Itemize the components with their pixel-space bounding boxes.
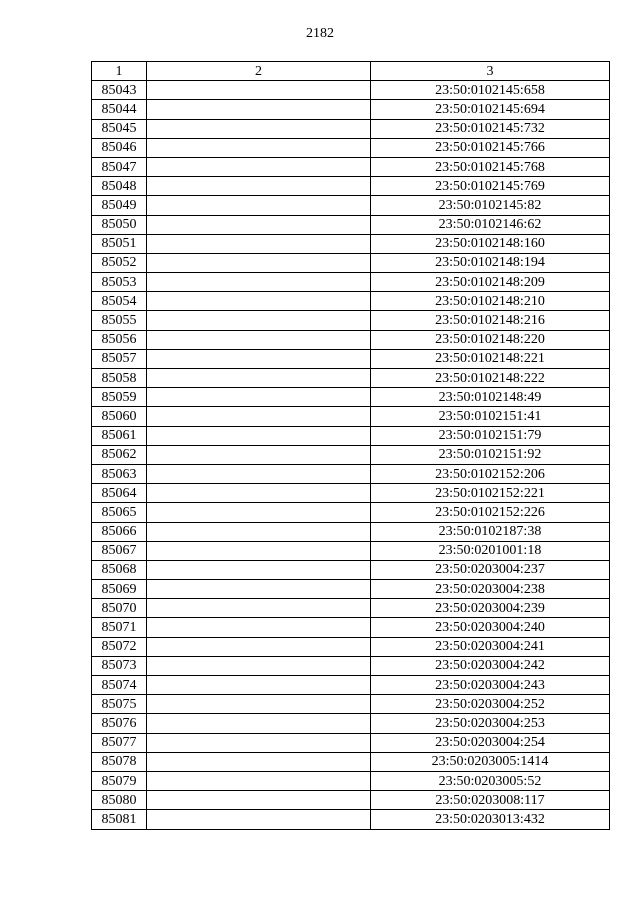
table-row xyxy=(92,656,610,675)
row-number-cell: 85060 xyxy=(92,407,147,426)
table-row xyxy=(92,311,610,330)
cadastral-number-cell: 23:50:0102151:41 xyxy=(371,407,610,426)
cadastral-number-cell: 23:50:0102151:92 xyxy=(371,445,610,464)
table-row xyxy=(92,388,610,407)
cadastral-number-cell: 23:50:0102152:226 xyxy=(371,503,610,522)
row-number-cell: 85049 xyxy=(92,196,147,215)
row-empty-cell xyxy=(147,637,371,656)
cadastral-number-cell: 23:50:0102145:768 xyxy=(371,157,610,176)
table-row xyxy=(92,196,610,215)
cadastral-number-cell: 23:50:0102148:160 xyxy=(371,234,610,253)
row-empty-cell xyxy=(147,752,371,771)
row-number-cell: 85046 xyxy=(92,138,147,157)
row-number-cell: 85067 xyxy=(92,541,147,560)
row-number-cell: 85053 xyxy=(92,273,147,292)
table-row xyxy=(92,752,610,771)
row-number-cell: 85054 xyxy=(92,292,147,311)
row-empty-cell xyxy=(147,349,371,368)
column-header-3: 3 xyxy=(371,62,610,81)
table-row xyxy=(92,292,610,311)
row-number-cell: 85061 xyxy=(92,426,147,445)
cadastral-number-cell: 23:50:0203005:1414 xyxy=(371,752,610,771)
row-number-cell: 85076 xyxy=(92,714,147,733)
cadastral-number-cell: 23:50:0203004:242 xyxy=(371,656,610,675)
row-number-cell: 85075 xyxy=(92,695,147,714)
row-number-cell: 85081 xyxy=(92,810,147,829)
table-row xyxy=(92,426,610,445)
row-empty-cell xyxy=(147,560,371,579)
cadastral-number-cell: 23:50:0203004:238 xyxy=(371,580,610,599)
table-row xyxy=(92,580,610,599)
cadastral-number-cell: 23:50:0102148:216 xyxy=(371,311,610,330)
header-row xyxy=(92,62,610,81)
row-number-cell: 85077 xyxy=(92,733,147,752)
row-number-cell: 85079 xyxy=(92,771,147,790)
row-number-cell: 85080 xyxy=(92,791,147,810)
row-number-cell: 85066 xyxy=(92,522,147,541)
row-number-cell: 85062 xyxy=(92,445,147,464)
cadastral-number-cell: 23:50:0102148:49 xyxy=(371,388,610,407)
row-number-cell: 85063 xyxy=(92,464,147,483)
row-empty-cell xyxy=(147,196,371,215)
row-empty-cell xyxy=(147,234,371,253)
table-row xyxy=(92,81,610,100)
cadastral-number-cell: 23:50:0203004:237 xyxy=(371,560,610,579)
row-empty-cell xyxy=(147,676,371,695)
table-row xyxy=(92,119,610,138)
table-row xyxy=(92,560,610,579)
cadastral-number-cell: 23:50:0102145:694 xyxy=(371,100,610,119)
table-row xyxy=(92,369,610,388)
row-empty-cell xyxy=(147,138,371,157)
row-empty-cell xyxy=(147,618,371,637)
cadastral-number-cell: 23:50:0102146:62 xyxy=(371,215,610,234)
row-empty-cell xyxy=(147,273,371,292)
row-number-cell: 85056 xyxy=(92,330,147,349)
table-row xyxy=(92,349,610,368)
cadastral-number-cell: 23:50:0102145:82 xyxy=(371,196,610,215)
cadastral-number-cell: 23:50:0102148:220 xyxy=(371,330,610,349)
table-row xyxy=(92,695,610,714)
row-number-cell: 85044 xyxy=(92,100,147,119)
cadastral-number-cell: 23:50:0203004:253 xyxy=(371,714,610,733)
table-row xyxy=(92,253,610,272)
row-empty-cell xyxy=(147,714,371,733)
cadastral-number-cell: 23:50:0203008:117 xyxy=(371,791,610,810)
cadastral-number-cell: 23:50:0203013:432 xyxy=(371,810,610,829)
row-number-cell: 85069 xyxy=(92,580,147,599)
table-row xyxy=(92,234,610,253)
table-row xyxy=(92,464,610,483)
cadastral-number-cell: 23:50:0203004:239 xyxy=(371,599,610,618)
table-row xyxy=(92,503,610,522)
row-empty-cell xyxy=(147,81,371,100)
cadastral-number-cell: 23:50:0102187:38 xyxy=(371,522,610,541)
row-empty-cell xyxy=(147,656,371,675)
table-row xyxy=(92,522,610,541)
table-row xyxy=(92,791,610,810)
row-empty-cell xyxy=(147,369,371,388)
row-number-cell: 85073 xyxy=(92,656,147,675)
cadastral-number-cell: 23:50:0102148:222 xyxy=(371,369,610,388)
cadastral-number-cell: 23:50:0102152:221 xyxy=(371,484,610,503)
table-row xyxy=(92,100,610,119)
table-row xyxy=(92,138,610,157)
row-empty-cell xyxy=(147,157,371,176)
cadastral-number-cell: 23:50:0102145:766 xyxy=(371,138,610,157)
row-number-cell: 85059 xyxy=(92,388,147,407)
cadastral-number-cell: 23:50:0102148:210 xyxy=(371,292,610,311)
row-number-cell: 85058 xyxy=(92,369,147,388)
row-empty-cell xyxy=(147,445,371,464)
table-row xyxy=(92,771,610,790)
cadastral-number-cell: 23:50:0203004:243 xyxy=(371,676,610,695)
row-empty-cell xyxy=(147,100,371,119)
table-row xyxy=(92,215,610,234)
cadastral-number-cell: 23:50:0102145:658 xyxy=(371,81,610,100)
table-row xyxy=(92,810,610,829)
cadastral-number-cell: 23:50:0102145:769 xyxy=(371,177,610,196)
row-empty-cell xyxy=(147,484,371,503)
cadastral-number-cell: 23:50:0102148:209 xyxy=(371,273,610,292)
row-empty-cell xyxy=(147,503,371,522)
row-empty-cell xyxy=(147,292,371,311)
cadastral-number-cell: 23:50:0102145:732 xyxy=(371,119,610,138)
table-row xyxy=(92,618,610,637)
row-empty-cell xyxy=(147,695,371,714)
row-empty-cell xyxy=(147,407,371,426)
row-empty-cell xyxy=(147,119,371,138)
row-empty-cell xyxy=(147,311,371,330)
registry-table xyxy=(91,61,610,830)
row-number-cell: 85070 xyxy=(92,599,147,618)
row-empty-cell xyxy=(147,215,371,234)
row-number-cell: 85072 xyxy=(92,637,147,656)
cadastral-number-cell: 23:50:0203004:241 xyxy=(371,637,610,656)
row-number-cell: 85074 xyxy=(92,676,147,695)
cadastral-number-cell: 23:50:0102151:79 xyxy=(371,426,610,445)
cadastral-number-cell: 23:50:0203005:52 xyxy=(371,771,610,790)
table-row xyxy=(92,330,610,349)
table-row xyxy=(92,177,610,196)
row-empty-cell xyxy=(147,426,371,445)
row-empty-cell xyxy=(147,733,371,752)
row-number-cell: 85048 xyxy=(92,177,147,196)
cadastral-number-cell: 23:50:0102148:221 xyxy=(371,349,610,368)
row-number-cell: 85051 xyxy=(92,234,147,253)
row-number-cell: 85065 xyxy=(92,503,147,522)
table-row xyxy=(92,733,610,752)
row-number-cell: 85043 xyxy=(92,81,147,100)
page-number: 2182 xyxy=(306,26,334,41)
row-empty-cell xyxy=(147,388,371,407)
table-header xyxy=(92,62,610,81)
table-row xyxy=(92,407,610,426)
table-row xyxy=(92,484,610,503)
table-row xyxy=(92,714,610,733)
cadastral-number-cell: 23:50:0203004:240 xyxy=(371,618,610,637)
row-number-cell: 85071 xyxy=(92,618,147,637)
row-number-cell: 85050 xyxy=(92,215,147,234)
row-empty-cell xyxy=(147,771,371,790)
table-row xyxy=(92,599,610,618)
row-number-cell: 85045 xyxy=(92,119,147,138)
row-empty-cell xyxy=(147,810,371,829)
table-body xyxy=(92,81,610,829)
row-empty-cell xyxy=(147,541,371,560)
row-empty-cell xyxy=(147,580,371,599)
cadastral-number-cell: 23:50:0201001:18 xyxy=(371,541,610,560)
row-number-cell: 85064 xyxy=(92,484,147,503)
table-row xyxy=(92,157,610,176)
row-empty-cell xyxy=(147,464,371,483)
cadastral-number-cell: 23:50:0102152:206 xyxy=(371,464,610,483)
row-empty-cell xyxy=(147,177,371,196)
row-number-cell: 85052 xyxy=(92,253,147,272)
row-number-cell: 85055 xyxy=(92,311,147,330)
table-row xyxy=(92,676,610,695)
row-number-cell: 85068 xyxy=(92,560,147,579)
table-row xyxy=(92,273,610,292)
row-empty-cell xyxy=(147,599,371,618)
row-empty-cell xyxy=(147,253,371,272)
column-header-1: 1 xyxy=(92,62,147,81)
row-empty-cell xyxy=(147,330,371,349)
cadastral-number-cell: 23:50:0102148:194 xyxy=(371,253,610,272)
column-header-2: 2 xyxy=(147,62,371,81)
table-row xyxy=(92,637,610,656)
table-row xyxy=(92,541,610,560)
cadastral-number-cell: 23:50:0203004:254 xyxy=(371,733,610,752)
table-row xyxy=(92,445,610,464)
row-empty-cell xyxy=(147,522,371,541)
row-number-cell: 85047 xyxy=(92,157,147,176)
cadastral-number-cell: 23:50:0203004:252 xyxy=(371,695,610,714)
row-number-cell: 85057 xyxy=(92,349,147,368)
row-empty-cell xyxy=(147,791,371,810)
row-number-cell: 85078 xyxy=(92,752,147,771)
